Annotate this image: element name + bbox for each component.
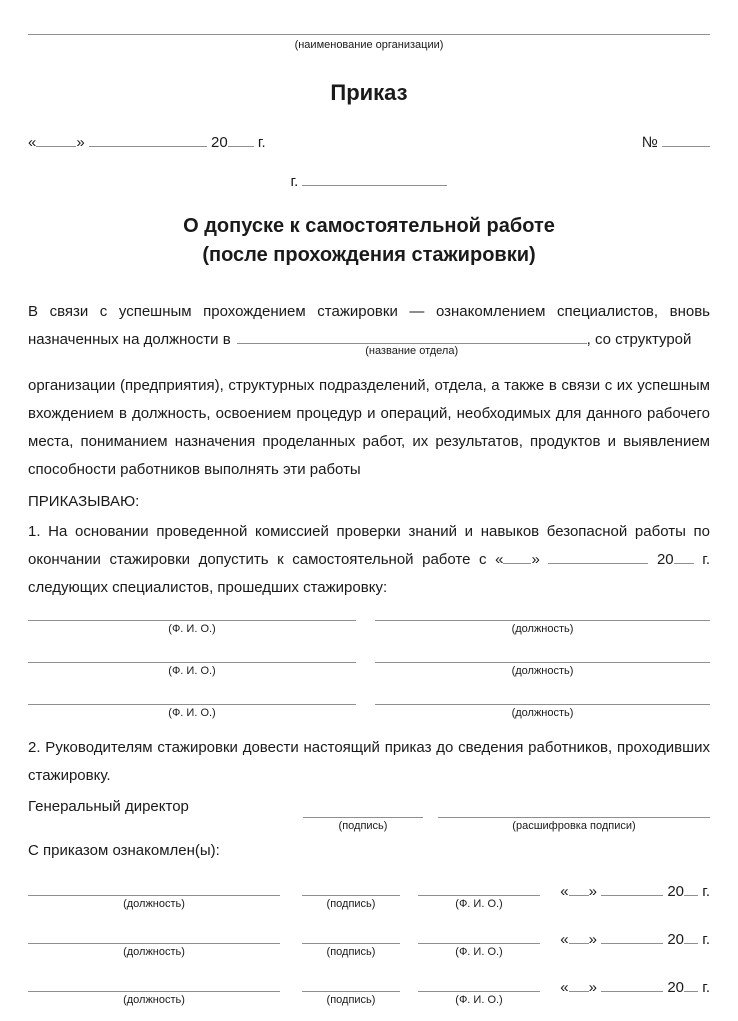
year-suffix: г. xyxy=(702,979,710,996)
close-quote: » xyxy=(588,931,597,948)
acknowledgement-row xyxy=(28,979,710,1007)
century-text: 20 xyxy=(667,979,685,996)
signature-caption: (подпись) xyxy=(326,898,376,910)
open-quote: « xyxy=(28,134,37,151)
year-suffix: г. xyxy=(702,883,710,900)
document-title: Приказ xyxy=(330,80,408,105)
position-caption: (должность) xyxy=(123,898,185,910)
item2-paragraph: 2. Руководителям стажировки довести настоящий приказ до сведения работников, проходивших стажировку. xyxy=(28,739,710,784)
acknowledged-heading: С приказом ознакомлен(ы): xyxy=(28,842,220,859)
fio-line[interactable] xyxy=(418,931,540,944)
open-quote: « xyxy=(560,979,569,996)
open-quote: « xyxy=(495,551,504,568)
organization-name-line[interactable] xyxy=(28,34,710,35)
intro-text-before: В связи с успешным прохождением стажировки — ознакомлением специалистов, вновь назначенных на должности в xyxy=(28,303,710,348)
signature-caption: (подпись) xyxy=(326,994,376,1006)
intro-text-after: , со структурой xyxy=(586,331,692,348)
number-blank[interactable] xyxy=(662,134,710,147)
year-blank[interactable] xyxy=(684,979,698,992)
city-field[interactable] xyxy=(28,171,710,192)
signature-caption: (подпись) xyxy=(326,946,376,958)
number-sign: № xyxy=(641,134,658,151)
resolve-heading: ПРИКАЗЫВАЮ: xyxy=(28,493,140,510)
year-blank[interactable] xyxy=(228,134,254,147)
position-line[interactable] xyxy=(28,883,280,896)
open-quote: « xyxy=(560,883,569,900)
year-suffix: г. xyxy=(702,551,711,568)
subject-heading xyxy=(28,212,710,270)
month-blank[interactable] xyxy=(601,883,663,896)
subject-line1: О допуске к самостоятельной работе xyxy=(183,215,555,237)
acknowledgement-list xyxy=(28,883,710,1007)
item1-text-after: следующих специалистов, прошедших стажировку: xyxy=(28,579,388,596)
position-line[interactable] xyxy=(375,692,710,705)
fio-caption: (Ф. И. О.) xyxy=(455,898,503,910)
position-caption: (должность) xyxy=(511,707,574,719)
item1-text-before: 1. На основании проведенной комиссией проверки знаний и навыков безопасной работы по окончании стажировки допустить к самостоятельной работе с xyxy=(28,523,710,568)
position-line[interactable] xyxy=(375,650,710,663)
year-blank[interactable] xyxy=(684,931,698,944)
fio-caption: (Ф. И. О.) xyxy=(455,994,503,1006)
director-title: Генеральный директор xyxy=(28,798,189,815)
month-blank[interactable] xyxy=(601,979,663,992)
order-date-field[interactable] xyxy=(28,132,266,153)
acknowledgement-date-field[interactable] xyxy=(560,931,710,947)
director-signature-decode-line[interactable] xyxy=(438,805,710,818)
fio-caption: (Ф. И. О.) xyxy=(168,707,216,719)
subject-line2: (после прохождения стажировки) xyxy=(202,244,536,266)
day-blank[interactable] xyxy=(569,931,589,944)
position-line[interactable] xyxy=(28,931,280,944)
century-text: 20 xyxy=(656,551,674,568)
item1-paragraph xyxy=(28,518,710,602)
department-name-blank[interactable] xyxy=(237,331,587,357)
department-caption: (название отдела) xyxy=(365,345,459,357)
director-signature-row xyxy=(28,796,710,833)
signature-caption: (подпись) xyxy=(338,820,388,832)
position-caption: (должность) xyxy=(123,946,185,958)
position-caption: (должность) xyxy=(511,623,574,635)
year-blank[interactable] xyxy=(684,883,698,896)
fio-line[interactable] xyxy=(28,650,356,663)
signature-line[interactable] xyxy=(302,979,400,992)
signature-decode-caption: (расшифровка подписи) xyxy=(512,820,636,832)
century-text: 20 xyxy=(667,931,685,948)
specialist-row xyxy=(28,608,710,636)
fio-caption: (Ф. И. О.) xyxy=(455,946,503,958)
day-blank[interactable] xyxy=(36,134,76,147)
intro-paragraph xyxy=(28,298,710,357)
admission-date-field[interactable] xyxy=(495,551,710,568)
organization-caption: (наименование организации) xyxy=(294,39,444,51)
position-caption: (должность) xyxy=(511,665,574,677)
month-blank[interactable] xyxy=(89,134,207,147)
fio-caption: (Ф. И. О.) xyxy=(168,623,216,635)
specialist-row xyxy=(28,650,710,678)
fio-line[interactable] xyxy=(28,608,356,621)
specialist-row xyxy=(28,692,710,720)
day-blank[interactable] xyxy=(569,979,589,992)
month-blank[interactable] xyxy=(601,931,663,944)
signature-line[interactable] xyxy=(302,931,400,944)
fio-line[interactable] xyxy=(28,692,356,705)
close-quote: » xyxy=(588,979,597,996)
fio-caption: (Ф. И. О.) xyxy=(168,665,216,677)
open-quote: « xyxy=(560,931,569,948)
position-line[interactable] xyxy=(375,608,710,621)
fio-line[interactable] xyxy=(418,979,540,992)
day-blank[interactable] xyxy=(503,551,531,564)
century-text: 20 xyxy=(667,883,685,900)
century-text: 20 xyxy=(211,134,228,151)
close-quote: » xyxy=(531,551,540,568)
close-quote: » xyxy=(76,134,85,151)
close-quote: » xyxy=(588,883,597,900)
city-prefix: г. xyxy=(290,173,299,190)
day-blank[interactable] xyxy=(569,883,589,896)
year-blank[interactable] xyxy=(674,551,694,564)
acknowledgement-row xyxy=(28,931,710,959)
acknowledgement-row xyxy=(28,883,710,911)
city-blank[interactable] xyxy=(302,173,447,186)
signature-line[interactable] xyxy=(302,883,400,896)
position-caption: (должность) xyxy=(123,994,185,1006)
intro-continuation-paragraph: организации (предприятия), структурных подразделений, отдела, а также в связи с их успешным вхождением в должность, освоением процедур и операций, необходимых для данного рабочего места, пониманием назначения проделанных работ, их результатов, продуктов и выявлением способности работников выполнять эти работы xyxy=(28,377,710,478)
specialists-list xyxy=(28,608,710,720)
year-suffix: г. xyxy=(257,134,266,151)
order-number-field[interactable] xyxy=(642,132,710,153)
fio-line[interactable] xyxy=(418,883,540,896)
year-suffix: г. xyxy=(702,931,710,948)
director-signature-line[interactable] xyxy=(303,805,423,818)
position-line[interactable] xyxy=(28,979,280,992)
date-number-row xyxy=(28,132,710,153)
month-blank[interactable] xyxy=(548,551,648,564)
acknowledgement-date-field[interactable] xyxy=(560,883,710,899)
acknowledgement-date-field[interactable] xyxy=(560,979,710,995)
